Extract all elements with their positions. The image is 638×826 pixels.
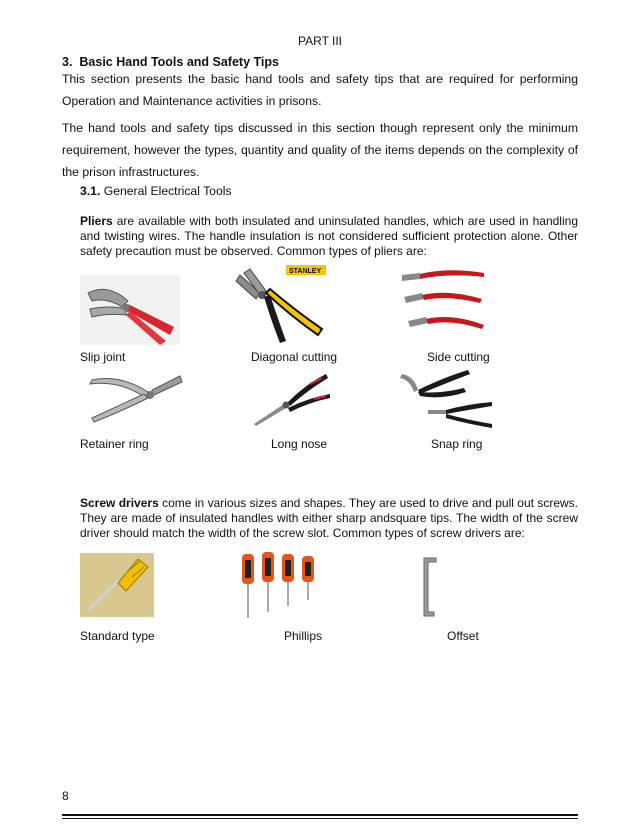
section-heading bbox=[62, 55, 279, 69]
pliers-term: Pliers bbox=[80, 214, 113, 228]
caption-slip-joint: Slip joint bbox=[80, 350, 126, 364]
pliers-text: are available with both insulated and uninsulated handles, which are used in handling and twisting wires. The handle insulation is not considered sufficient protection alone. Other safety precaution must be observed. Common types of pliers are: bbox=[80, 214, 578, 258]
slip-joint-pliers-image bbox=[80, 275, 180, 345]
caption-standard-type: Standard type bbox=[80, 629, 155, 643]
caption-snap-ring: Snap ring bbox=[431, 437, 483, 451]
caption-offset: Offset bbox=[447, 629, 479, 643]
caption-retainer-ring: Retainer ring bbox=[80, 437, 149, 451]
phillips-screwdrivers-image bbox=[236, 550, 324, 622]
standard-screwdriver-image bbox=[80, 553, 154, 617]
caption-diagonal-cutting: Diagonal cutting bbox=[251, 350, 338, 364]
offset-screwdriver-image bbox=[410, 552, 464, 618]
screwdrivers-text: come in various sizes and shapes. They are used to drive and pull out screws. They are made of insulated handles with either sharp andsquare tips. The width of the screw driver should match the width of the screw slot. Common types of screw drivers are: bbox=[80, 496, 579, 540]
caption-long-nose: Long nose bbox=[271, 437, 328, 451]
section-title: Basic Hand Tools and Safety Tips bbox=[79, 55, 279, 69]
page-number: 8 bbox=[62, 789, 69, 803]
intro-paragraph-1: This section presents the basic hand tools and safety tips that are required for performing Operation and Maintenance activities in prisons. bbox=[62, 72, 578, 108]
side-cutting-pliers-image bbox=[398, 263, 488, 343]
screwdrivers-term: Screw drivers bbox=[80, 496, 159, 510]
caption-phillips: Phillips bbox=[284, 629, 323, 643]
caption-side-cutting: Side cutting bbox=[427, 350, 490, 364]
subsection-heading bbox=[80, 184, 232, 198]
screwdrivers-paragraph bbox=[80, 496, 578, 541]
stanley-logo: STANLEY bbox=[289, 268, 322, 275]
subsection-title: General Electrical Tools bbox=[103, 184, 232, 198]
subsection-number: 3.1. bbox=[80, 184, 101, 198]
diagonal-cutting-pliers-image bbox=[232, 263, 328, 345]
snap-ring-pliers-image bbox=[388, 366, 498, 430]
footer-rule-thick bbox=[62, 814, 578, 816]
retainer-ring-pliers-image bbox=[80, 368, 190, 428]
long-nose-pliers-image bbox=[250, 368, 332, 430]
footer-rule-thin bbox=[62, 818, 578, 819]
section-number: 3. bbox=[62, 55, 73, 69]
pliers-paragraph bbox=[80, 214, 578, 259]
part-header: PART III bbox=[298, 34, 343, 48]
intro-paragraph-2: The hand tools and safety tips discussed in this section though represent only the minimum requirement, however the types, quantity and quality of the items depends on the complexity of the prison infrastructures. bbox=[62, 121, 578, 179]
